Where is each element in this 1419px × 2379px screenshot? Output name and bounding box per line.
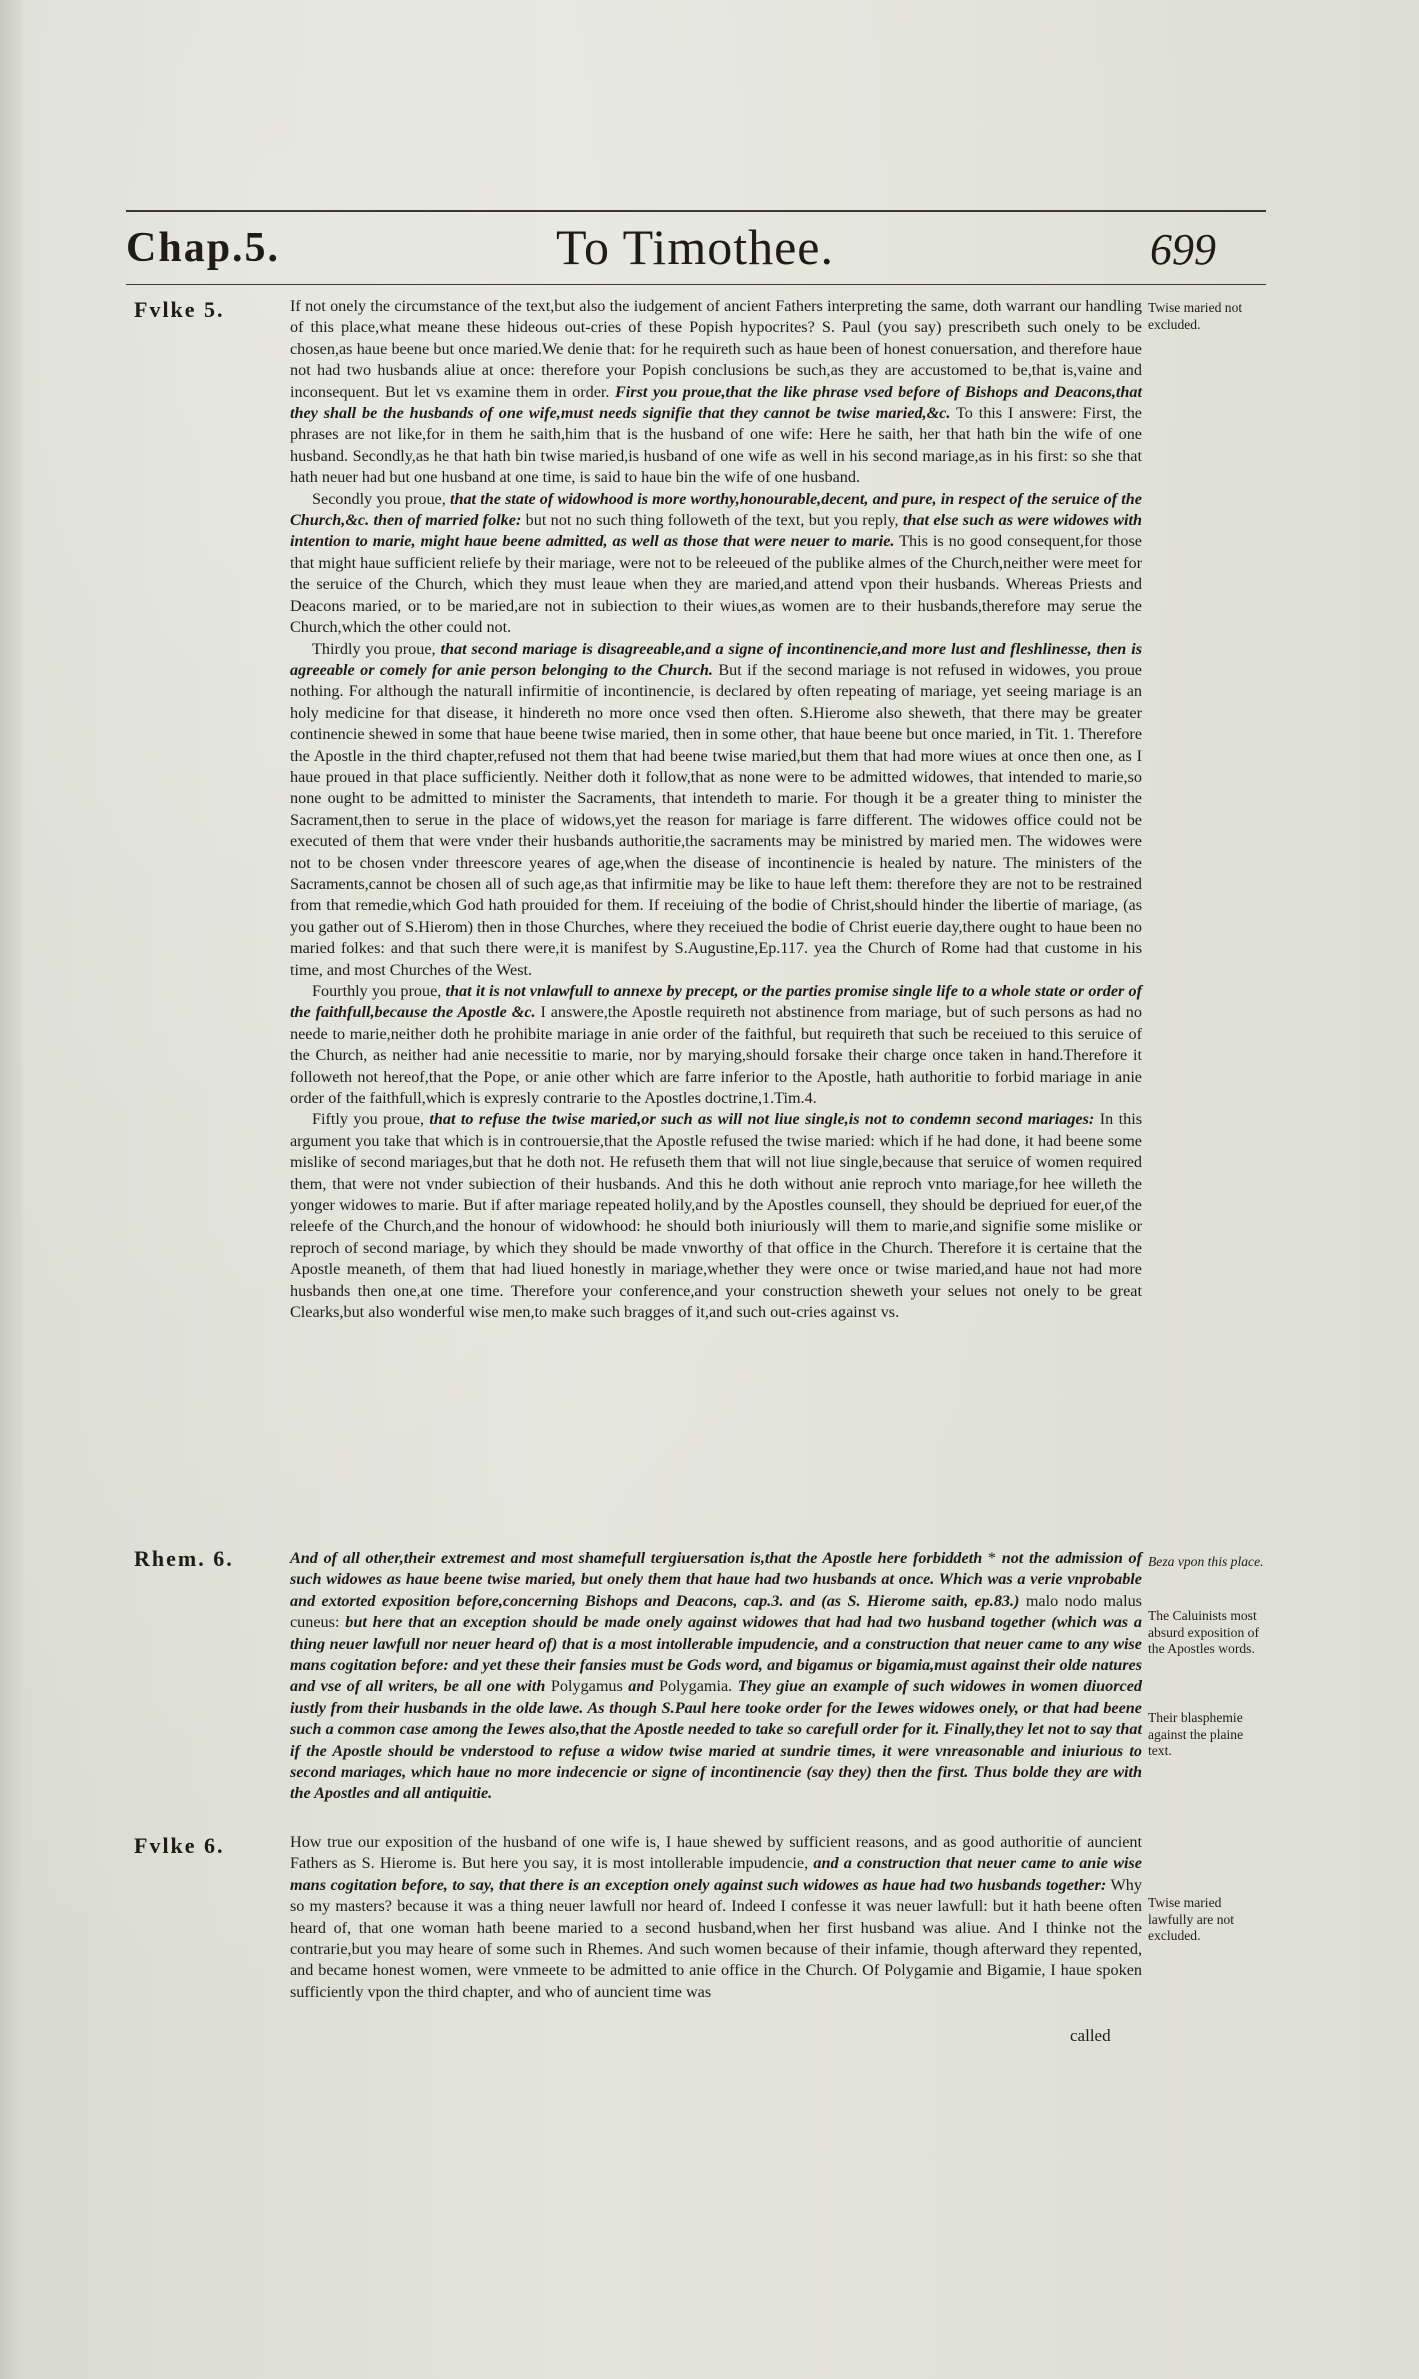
quoted-text: They giue an example of such widowes in women diuorced iustly from their husbands in the olde lawe. As though S.Paul here tooke order for the Iewes widowes onely, or that had beene such a common case among the Iewes also,that the Apostle needed to take so carefull order for it. Finally,they let not to say that if the Apostle should be vnderstood to refuse a widow twise maried at sundrie times, it were vnreasonable and iniurious to second mariages, which haue no more indecencie or signe of incontinencie (say they) then the first. Thus bolde they are with the Apostles and all antiquitie.: [290, 1677, 1142, 1803]
quoted-text: that it is not vnlawfull to annexe by precept, or the parties promise single life to a whole state or order of the faithfull,because the Apostle &c.: [290, 982, 1142, 1022]
speaker-fulke-6: Fvlke 6.: [134, 1833, 225, 1858]
quoted-text: that else such as were widowes with intention to marie, might haue beene admitted, as well as those that were neuer to marie.: [290, 511, 1143, 551]
rhem-6-text: [290, 1548, 1142, 1805]
paragraph: [290, 296, 1142, 489]
speaker-rhem-6: Rhem. 6.: [134, 1546, 234, 1571]
head-rule: [126, 284, 1266, 285]
quoted-text: First you proue,that the like phrase vsed before of Bishops and Deacons,that they shall be the husbands of one wife,must needs signifie that they cannot be twise maried,&c.: [290, 382, 1143, 423]
speaker-fulke-5: Fvlke 5.: [134, 297, 225, 322]
text-run: To this I answere: First, the phrases are not like,for in them he saith,him that is the husband of one wife: Here he saith, her that hath bin the wife of one husband. Secondly,as he that hath bin twise maried,is husband of one wife as well in his second mariage,as in his first: so she that hath neuer had but one husband at one time, is said to haue bin the wife of one husband.: [290, 404, 1142, 487]
text-run: but not no such thing followeth of the text, but you reply,: [525, 511, 899, 530]
running-head: [126, 218, 1266, 284]
asterisk: *: [987, 1549, 996, 1567]
quoted-text: and a construction that neuer came to anie wise mans cogitation before, to say, that there is an exception onely against such widowes as haue had two husbands together:: [290, 1854, 1142, 1894]
text-run: This is no good consequent,for those that might haue sufficient reliefe by their mariage, were not to be releeued of the publike almes of the Church,neither were meet for the seruice of the Church, which they must leaue when they are maried,and attend vpon their husbands. Whereas Priests and Deacons maried, or to be maried,are not in subiection to their wiues,as women are to their husbands,therefore may serue the Church,which the other could not.: [290, 532, 1142, 637]
paragraph: [290, 489, 1142, 639]
running-title: To Timothee.: [556, 219, 834, 275]
margin-note-twise-maried: Twise maried not excluded.: [1148, 300, 1243, 332]
fulke-6-text: [290, 1832, 1142, 2003]
paragraph: [290, 1548, 1142, 1805]
text-run: Why so my masters? because it was a thing neuer lawfull nor heard of. Indeed I confesse it was neuer lawfull: but it hath beene often heard of, that one woman hath beene maried to a second husband,when her first husband was aliue. And I thinke not the contrarie,but you may heare of some such in Rhemes. And such women because of their infamie, though afterward they repented, and became honest women, were vnmeete to be admitted to anie office in the Church. Of Polygamie and Bigamie, I haue spoken sufficiently vpon the third chapter, and who of auncient time was: [290, 1875, 1142, 2001]
text-run: Polygamus: [550, 1677, 623, 1696]
text-run: malo nodo malus cuneus:: [290, 1591, 1142, 1632]
paragraph: [290, 1832, 1142, 2003]
text-run: Thirdly you proue,: [312, 639, 436, 658]
quoted-text: that to refuse the twise maried,or such as will not liue single,is not to condemn second mariages:: [429, 1110, 1095, 1129]
margin-note-blasphemie: Their blasphemie against the plaine text.: [1148, 1710, 1244, 1758]
margin-note-lawfully: Twise maried lawfully are not excluded.: [1148, 1895, 1235, 1943]
quoted-text: And of all other,their extremest and most shamefull tergiuersation is,that the Apostle here forbiddeth: [290, 1549, 983, 1567]
text-run: But if the second mariage is not refused in widowes, you proue nothing. For although the naturall infirmitie of incontinencie, is declared by often repeating of mariage, yet seeing mariage is an holy medicine for that disease, it hindereth no more once vsed then often. S.Hierome also sheweth, that there may be greater continencie shewed in some that haue beene twise maried, then in some other, that haue beene but once maried, in Tit. 1. Therefore the Apostle in the third chapter,refused not them that had beene twise maried,but them that had more wiues at once then one, as I haue proued in that place sufficiently. Neither doth it follow,that as none were to be admitted widowes, that intended to marie,so none ought to be admitted to minister the Sacraments, that intendeth to marie. For though it be a greater thing to minister the Sacrament,then to serue in the place of widows,yet the reason for mariage is farre different. The widowes office could not be executed of them that were vnder their husbands authoritie,the sacraments may be ministred by maried men. The widowes were not to be chosen vnder threescore yeares of age,when the disease of incontinencie is healed by nature. The ministers of the Sacraments,cannot be chosen all of such age,as that infirmitie may be like to haue left them: therefore they are not to be restrained from that remedie,which God hath prouided for them. If receiuing of the bodie of Christ,should hinder the libertie of mariage, (as you gather out of S.Hierom) then in those Churches, where they receiued the bodie of Christ euerie day,there ought to haue been no maried folkes: and that such there were,it is manifest by S.Augustine,Ep.117. yea the Church of Rome had that custome in his time, and most Churches of the West.: [290, 660, 1142, 979]
paragraph: [290, 1109, 1142, 1323]
fulke-5-text: [290, 296, 1142, 1324]
chapter-label: Chap.5.: [126, 225, 281, 271]
page-edge: [0, 0, 22, 2379]
quoted-text: not the admission of such widowes as haue beene twise maried, but onely them that haue had two husbands at once. Which was a verie vnprobable and extorted exposition before,concerning Bishops and Deacons, cap.3. and (as S. Hierome saith, ep.83.): [290, 1549, 1143, 1610]
text-run: How true our exposition of the husband of one wife is, I haue shewed by sufficient reasons, and as good authoritie of auncient Fathers as S. Hierome is. But here you say, it is most intollerable impudencie,: [290, 1833, 1142, 1873]
margin-note-beza: Beza vpon this place.: [1148, 1554, 1264, 1569]
paragraph: [290, 639, 1142, 982]
paragraph: [290, 981, 1142, 1109]
page-number: 699: [1150, 225, 1216, 274]
text-run: Fiftly you proue,: [312, 1110, 424, 1129]
text-run: Polygamia.: [658, 1677, 733, 1696]
quoted-text: that the state of widowhood is more worthy,honourable,decent, and pure, in respect of the seruice of the Church,&c. then of married folke:: [290, 489, 1142, 530]
quoted-text: that second mariage is disagreeable,and a signe of incontinencie,and more lust and fleshlinesse, then is agreeable or comely for anie person belonging to the Church.: [290, 639, 1143, 679]
text-run: In this argument you take that which is in controuersie,that the Apostle refused the twise maried: which if he had done, it had beene some mislike of second mariages,but that he doth not. He refuseth them that will not liue single,because that seruice of women required them, that were not vnder subiection of their husbands. And this he doth without anie reproch vnto mariage,for hee willeth the yonger widowes to marie. But if after mariage repeated holily,and by the Apostles counsell, they should be depriued for euer,of the releefe of the Church,and the honour of widowhood: he should both iniuriously will them to marie,and signifie some mislike or reproch of second mariage, by which they should be made vnworthy of that office in the Church. Therefore it is certaine that the Apostle meaneth, of them that had liued honestly in mariage,whether they were once or twise maried,and haue not had more husbands then one,at one time. Therefore your conference,and your construction sheweth your selues not onely to be great Clearks,but also wonderful wise men,to make such bragges of it,and such out-cries against vs.: [290, 1110, 1143, 1322]
top-rule: [126, 210, 1266, 212]
catchword: called: [1070, 2026, 1111, 2045]
text-run: Secondly you proue,: [312, 489, 446, 508]
margin-note-caluinists: The Caluinists most absurd exposition of the Apostles words.: [1148, 1608, 1260, 1656]
quoted-text: and: [628, 1677, 654, 1696]
text-run: Fourthly you proue,: [312, 982, 442, 1000]
text-run: If not onely the circumstance of the text,but also the iudgement of ancient Fathers interpreting the same, doth warrant our handling of this place,what meane these hideous out-cries of these Popish hypocrites? S. Paul (you say) prescribeth such onely to be chosen,as haue beene but once maried.We denie that: for he requireth such as haue been of honest conuersation, and therefore haue not had two husbands aliue at once: therefore your Popish conclusions be such,as they are accustomed to be,that is,vaine and inconsequent. But let vs examine them in order.: [290, 297, 1142, 401]
text-run: I answere,the Apostle requireth not abstinence from mariage, but of such persons as had no neede to marie,neither doth he prohibite mariage in anie order of the faithful, but requireth that such be receiued to this seruice of the Church, as neither had anie necessitie to marie, nor by marying,should forsake their charge once taken in hand.Therefore it followeth not hereof,that the Pope, or anie other which are farre inferior to the Apostle, hath authoritie to forbid mariage in anie order of the faithfull,which is expresly contrarie to the Apostles doctrine,1.Tim.4.: [290, 1003, 1142, 1108]
quoted-text: but here that an exception should be made onely against widowes that had had two husband together (which was a thing neuer lawfull nor neuer heard of) that is a most intollerable impudencie, and a construction that neuer came to any wise mans cogitation before: and yet these their fansies must be Gods word, and bigamus or bigamia,must against their olde natures and vse of all writers, be all one with: [290, 1613, 1142, 1696]
